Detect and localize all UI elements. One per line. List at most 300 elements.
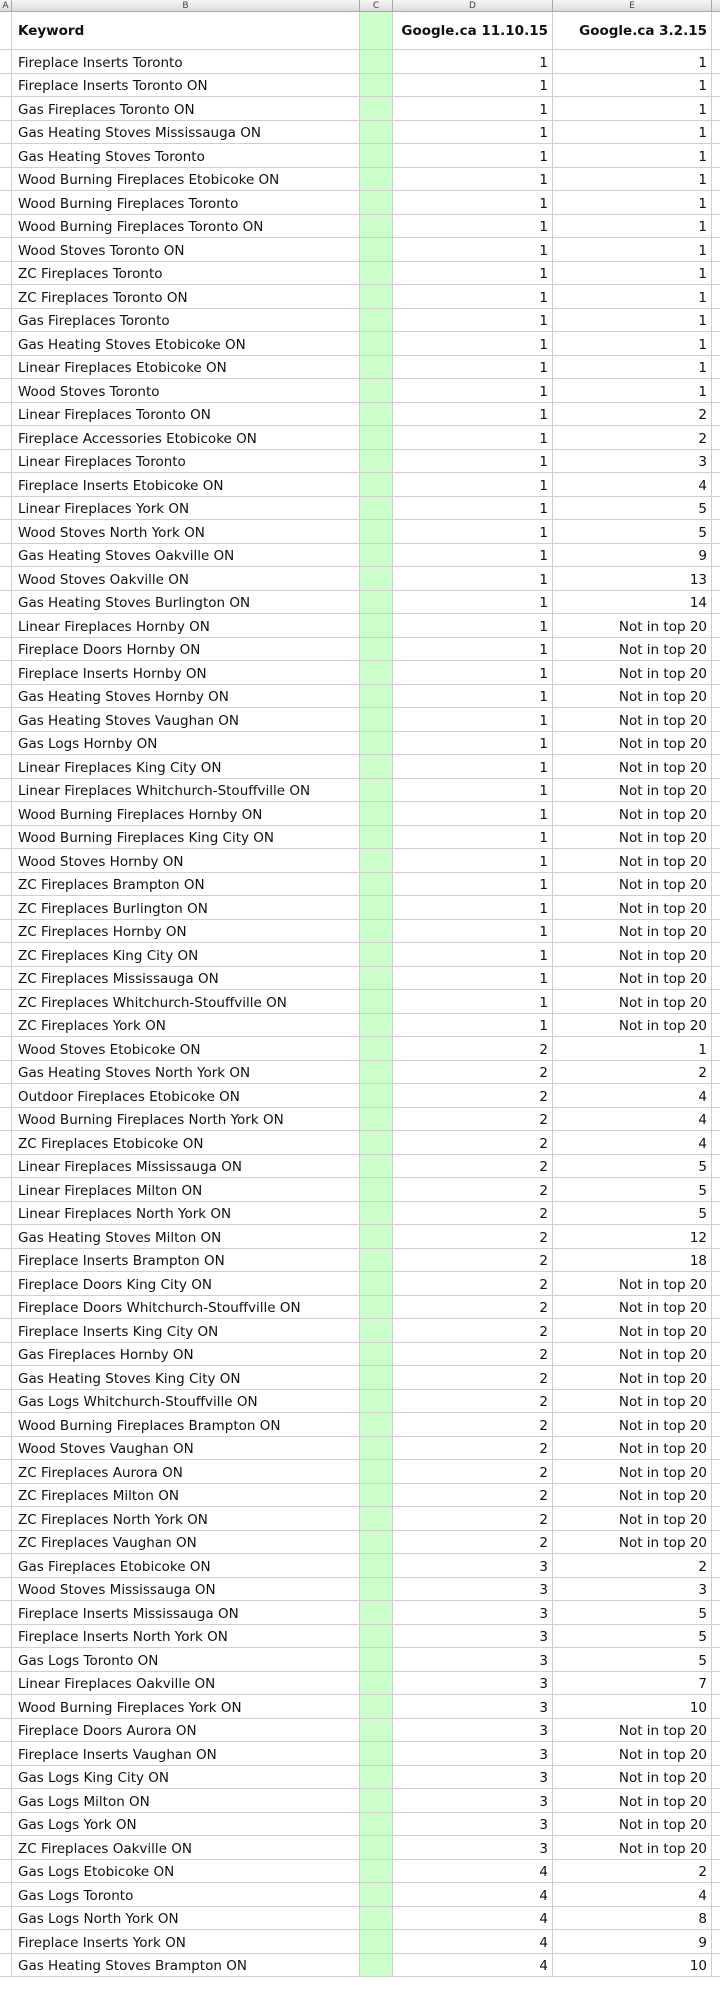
cell-f[interactable]	[712, 1413, 720, 1436]
google-ca-3-2-15-cell[interactable]: 9	[553, 1930, 712, 1953]
cell-f[interactable]	[712, 826, 720, 849]
keyword-cell[interactable]: Gas Logs King City ON	[12, 1766, 360, 1789]
cell-f[interactable]	[712, 1343, 720, 1366]
google-ca-11-10-15-header[interactable]: Google.ca 11.10.15	[393, 12, 553, 49]
keyword-cell[interactable]: Gas Logs North York ON	[12, 1907, 360, 1930]
cell-c[interactable]	[360, 896, 393, 919]
google-ca-11-10-15-cell[interactable]: 1	[393, 614, 553, 637]
keyword-cell[interactable]: Fireplace Accessories Etobicoke ON	[12, 426, 360, 449]
cell-c[interactable]	[360, 1836, 393, 1859]
google-ca-11-10-15-cell[interactable]: 1	[393, 591, 553, 614]
cell-a[interactable]	[0, 873, 12, 896]
cell-a[interactable]	[0, 1860, 12, 1883]
cell-a[interactable]	[0, 1507, 12, 1530]
cell-c[interactable]	[360, 779, 393, 802]
cell-c[interactable]	[360, 1437, 393, 1460]
google-ca-11-10-15-cell[interactable]: 1	[393, 215, 553, 238]
keyword-cell[interactable]: Fireplace Inserts Toronto	[12, 50, 360, 73]
cell-a[interactable]	[0, 1319, 12, 1342]
cell-f[interactable]	[712, 1484, 720, 1507]
google-ca-3-2-15-cell[interactable]: 1	[553, 121, 712, 144]
cell-a[interactable]	[0, 497, 12, 520]
google-ca-3-2-15-cell[interactable]: 4	[553, 1883, 712, 1906]
cell-f[interactable]	[712, 1531, 720, 1554]
google-ca-3-2-15-cell[interactable]: Not in top 20	[553, 1766, 712, 1789]
cell-a[interactable]	[0, 1789, 12, 1812]
keyword-cell[interactable]: Fireplace Inserts Vaughan ON	[12, 1742, 360, 1765]
keyword-cell[interactable]: ZC Fireplaces Mississauga ON	[12, 967, 360, 990]
google-ca-11-10-15-cell[interactable]: 1	[393, 990, 553, 1013]
google-ca-3-2-15-cell[interactable]: Not in top 20	[553, 896, 712, 919]
cell-a[interactable]	[0, 1648, 12, 1671]
cell-a[interactable]	[0, 1037, 12, 1060]
google-ca-3-2-15-cell[interactable]: Not in top 20	[553, 779, 712, 802]
google-ca-11-10-15-cell[interactable]: 2	[393, 1225, 553, 1248]
google-ca-3-2-15-cell[interactable]: Not in top 20	[553, 661, 712, 684]
google-ca-3-2-15-cell[interactable]: 10	[553, 1954, 712, 1977]
cell-a[interactable]	[0, 1343, 12, 1366]
keyword-cell[interactable]: Wood Burning Fireplaces King City ON	[12, 826, 360, 849]
cell-a[interactable]	[0, 1272, 12, 1295]
cell-f[interactable]	[712, 215, 720, 238]
google-ca-11-10-15-cell[interactable]: 3	[393, 1742, 553, 1765]
cell-f[interactable]	[712, 1272, 720, 1295]
cell-a[interactable]	[0, 309, 12, 332]
cell-a[interactable]	[0, 74, 12, 97]
google-ca-11-10-15-cell[interactable]: 1	[393, 567, 553, 590]
keyword-cell[interactable]: Wood Burning Fireplaces Toronto	[12, 191, 360, 214]
google-ca-11-10-15-cell[interactable]: 2	[393, 1343, 553, 1366]
cell-f[interactable]	[712, 121, 720, 144]
cell-a[interactable]	[0, 779, 12, 802]
google-ca-11-10-15-cell[interactable]: 2	[393, 1037, 553, 1060]
cell-c[interactable]	[360, 309, 393, 332]
cell-c[interactable]	[360, 1108, 393, 1131]
cell-c[interactable]	[360, 74, 393, 97]
cell-a[interactable]	[0, 262, 12, 285]
cell-c[interactable]	[360, 1319, 393, 1342]
keyword-cell[interactable]: ZC Fireplaces Oakville ON	[12, 1836, 360, 1859]
cell-a[interactable]	[0, 1578, 12, 1601]
google-ca-3-2-15-cell[interactable]: Not in top 20	[553, 708, 712, 731]
cell-c[interactable]	[360, 1578, 393, 1601]
keyword-cell[interactable]: Wood Stoves Etobicoke ON	[12, 1037, 360, 1060]
google-ca-3-2-15-cell[interactable]: 2	[553, 403, 712, 426]
google-ca-11-10-15-cell[interactable]: 1	[393, 943, 553, 966]
google-ca-3-2-15-cell[interactable]: 1	[553, 285, 712, 308]
cell-c[interactable]	[360, 403, 393, 426]
google-ca-11-10-15-cell[interactable]: 1	[393, 356, 553, 379]
cell-a[interactable]	[0, 967, 12, 990]
google-ca-3-2-15-cell[interactable]: 5	[553, 1178, 712, 1201]
cell-a[interactable]	[0, 1883, 12, 1906]
google-ca-3-2-15-cell[interactable]: Not in top 20	[553, 1319, 712, 1342]
google-ca-3-2-15-cell[interactable]: 5	[553, 497, 712, 520]
google-ca-3-2-15-cell[interactable]: 9	[553, 544, 712, 567]
keyword-cell[interactable]: ZC Fireplaces Brampton ON	[12, 873, 360, 896]
google-ca-11-10-15-cell[interactable]: 2	[393, 1296, 553, 1319]
cell-c[interactable]	[360, 238, 393, 261]
google-ca-11-10-15-cell[interactable]: 3	[393, 1672, 553, 1695]
cell-f[interactable]	[712, 732, 720, 755]
keyword-cell[interactable]: ZC Fireplaces Burlington ON	[12, 896, 360, 919]
google-ca-11-10-15-cell[interactable]: 1	[393, 544, 553, 567]
keyword-cell[interactable]: Wood Burning Fireplaces North York ON	[12, 1108, 360, 1131]
keyword-cell[interactable]: Gas Fireplaces Toronto ON	[12, 97, 360, 120]
cell-f[interactable]	[712, 1225, 720, 1248]
column-header-f[interactable]	[712, 0, 720, 12]
keyword-cell[interactable]: ZC Fireplaces York ON	[12, 1014, 360, 1037]
cell-a[interactable]	[0, 802, 12, 825]
cell-a[interactable]	[0, 591, 12, 614]
cell-c[interactable]	[360, 1601, 393, 1624]
google-ca-11-10-15-cell[interactable]: 1	[393, 121, 553, 144]
google-ca-3-2-15-cell[interactable]: Not in top 20	[553, 1742, 712, 1765]
google-ca-3-2-15-cell[interactable]: Not in top 20	[553, 685, 712, 708]
cell-a[interactable]	[0, 685, 12, 708]
google-ca-3-2-15-cell[interactable]: 2	[553, 426, 712, 449]
cell-f[interactable]	[712, 1813, 720, 1836]
cell-c[interactable]	[360, 121, 393, 144]
cell-f[interactable]	[712, 497, 720, 520]
cell-c[interactable]	[360, 1061, 393, 1084]
cell-f[interactable]	[712, 1014, 720, 1037]
cell-a[interactable]	[0, 1554, 12, 1577]
cell-f[interactable]	[712, 849, 720, 872]
cell-f[interactable]	[712, 943, 720, 966]
google-ca-3-2-15-cell[interactable]: 5	[553, 1202, 712, 1225]
cell-a[interactable]	[0, 379, 12, 402]
keyword-cell[interactable]: Linear Fireplaces Etobicoke ON	[12, 356, 360, 379]
google-ca-3-2-15-cell[interactable]: Not in top 20	[553, 755, 712, 778]
keyword-cell[interactable]: Gas Logs Whitchurch-Stouffville ON	[12, 1390, 360, 1413]
keyword-cell[interactable]: Linear Fireplaces Hornby ON	[12, 614, 360, 637]
google-ca-11-10-15-cell[interactable]: 1	[393, 379, 553, 402]
cell-a[interactable]	[0, 638, 12, 661]
cell-c[interactable]	[360, 1178, 393, 1201]
cell-a[interactable]	[0, 50, 12, 73]
cell-f[interactable]	[712, 591, 720, 614]
google-ca-3-2-15-cell[interactable]: 12	[553, 1225, 712, 1248]
keyword-cell[interactable]: ZC Fireplaces King City ON	[12, 943, 360, 966]
google-ca-3-2-15-cell[interactable]: Not in top 20	[553, 1437, 712, 1460]
google-ca-3-2-15-cell[interactable]: Not in top 20	[553, 1507, 712, 1530]
google-ca-3-2-15-cell[interactable]: 5	[553, 1625, 712, 1648]
google-ca-11-10-15-cell[interactable]: 1	[393, 1014, 553, 1037]
keyword-cell[interactable]: Linear Fireplaces King City ON	[12, 755, 360, 778]
google-ca-3-2-15-cell[interactable]: 1	[553, 50, 712, 73]
cell-c[interactable]	[360, 1343, 393, 1366]
cell-c[interactable]	[360, 215, 393, 238]
google-ca-3-2-15-cell[interactable]: 4	[553, 1131, 712, 1154]
keyword-cell[interactable]: Fireplace Inserts Mississauga ON	[12, 1601, 360, 1624]
cell-f[interactable]	[712, 144, 720, 167]
google-ca-11-10-15-cell[interactable]: 2	[393, 1131, 553, 1154]
google-ca-3-2-15-cell[interactable]: 1	[553, 215, 712, 238]
keyword-cell[interactable]: ZC Fireplaces Hornby ON	[12, 920, 360, 943]
google-ca-3-2-15-cell[interactable]: Not in top 20	[553, 1719, 712, 1742]
cell-c[interactable]	[360, 1413, 393, 1436]
google-ca-3-2-15-cell[interactable]: Not in top 20	[553, 1531, 712, 1554]
google-ca-3-2-15-cell[interactable]: 1	[553, 379, 712, 402]
cell-a[interactable]	[0, 1813, 12, 1836]
cell-c[interactable]	[360, 1789, 393, 1812]
cell-a[interactable]	[0, 614, 12, 637]
cell-a[interactable]	[0, 1413, 12, 1436]
google-ca-3-2-15-cell[interactable]: 1	[553, 262, 712, 285]
keyword-cell[interactable]: Wood Burning Fireplaces Toronto ON	[12, 215, 360, 238]
cell-c[interactable]	[360, 1507, 393, 1530]
keyword-cell[interactable]: Wood Burning Fireplaces Brampton ON	[12, 1413, 360, 1436]
google-ca-11-10-15-cell[interactable]: 1	[393, 967, 553, 990]
cell-c[interactable]	[360, 144, 393, 167]
keyword-cell[interactable]: Linear Fireplaces Whitchurch-Stouffville ON	[12, 779, 360, 802]
google-ca-11-10-15-cell[interactable]: 2	[393, 1061, 553, 1084]
google-ca-3-2-15-cell[interactable]: 5	[553, 520, 712, 543]
cell-a[interactable]	[0, 1437, 12, 1460]
keyword-cell[interactable]: Fireplace Inserts Brampton ON	[12, 1249, 360, 1272]
google-ca-11-10-15-cell[interactable]: 1	[393, 661, 553, 684]
google-ca-3-2-15-cell[interactable]: 10	[553, 1695, 712, 1718]
keyword-cell[interactable]: ZC Fireplaces North York ON	[12, 1507, 360, 1530]
google-ca-11-10-15-cell[interactable]: 2	[393, 1202, 553, 1225]
google-ca-11-10-15-cell[interactable]: 4	[393, 1954, 553, 1977]
cell-f[interactable]	[712, 1108, 720, 1131]
google-ca-3-2-15-cell[interactable]: 4	[553, 473, 712, 496]
google-ca-3-2-15-cell[interactable]: 1	[553, 74, 712, 97]
google-ca-11-10-15-cell[interactable]: 1	[393, 520, 553, 543]
google-ca-11-10-15-cell[interactable]: 1	[393, 191, 553, 214]
cell-c[interactable]	[360, 1954, 393, 1977]
google-ca-11-10-15-cell[interactable]: 2	[393, 1484, 553, 1507]
google-ca-3-2-15-cell[interactable]: Not in top 20	[553, 1390, 712, 1413]
keyword-cell[interactable]: ZC Fireplaces Whitchurch-Stouffville ON	[12, 990, 360, 1013]
keyword-cell[interactable]: ZC Fireplaces Vaughan ON	[12, 1531, 360, 1554]
cell-f[interactable]	[712, 285, 720, 308]
cell-a[interactable]	[0, 1202, 12, 1225]
cell-c[interactable]	[360, 1390, 393, 1413]
cell-a[interactable]	[0, 1084, 12, 1107]
cell-c[interactable]	[360, 708, 393, 731]
cell-c[interactable]	[360, 497, 393, 520]
keyword-header[interactable]: Keyword	[12, 12, 360, 49]
cell-f[interactable]	[712, 168, 720, 191]
google-ca-11-10-15-cell[interactable]: 2	[393, 1319, 553, 1342]
google-ca-3-2-15-cell[interactable]: 2	[553, 1061, 712, 1084]
google-ca-11-10-15-cell[interactable]: 1	[393, 920, 553, 943]
google-ca-11-10-15-cell[interactable]: 2	[393, 1460, 553, 1483]
cell-a[interactable]	[0, 544, 12, 567]
cell-c[interactable]	[360, 285, 393, 308]
keyword-cell[interactable]: Gas Logs York ON	[12, 1813, 360, 1836]
google-ca-3-2-15-cell[interactable]: 1	[553, 168, 712, 191]
cell-c[interactable]	[360, 1813, 393, 1836]
keyword-cell[interactable]: Linear Fireplaces Toronto	[12, 450, 360, 473]
cell-c[interactable]	[360, 191, 393, 214]
google-ca-11-10-15-cell[interactable]: 1	[393, 802, 553, 825]
google-ca-11-10-15-cell[interactable]: 1	[393, 332, 553, 355]
cell-f[interactable]	[712, 403, 720, 426]
cell-c[interactable]	[360, 50, 393, 73]
google-ca-11-10-15-cell[interactable]: 1	[393, 426, 553, 449]
keyword-cell[interactable]: Fireplace Doors Whitchurch-Stouffville ON	[12, 1296, 360, 1319]
cell-f[interactable]	[712, 1930, 720, 1953]
google-ca-11-10-15-cell[interactable]: 1	[393, 849, 553, 872]
cell-c[interactable]	[360, 473, 393, 496]
cell-c[interactable]	[360, 520, 393, 543]
keyword-cell[interactable]: Gas Heating Stoves Oakville ON	[12, 544, 360, 567]
google-ca-11-10-15-cell[interactable]: 1	[393, 473, 553, 496]
column-header-e[interactable]: E	[553, 0, 712, 12]
cell-a[interactable]	[0, 732, 12, 755]
keyword-cell[interactable]: Fireplace Doors King City ON	[12, 1272, 360, 1295]
cell-f[interactable]	[712, 1084, 720, 1107]
keyword-cell[interactable]: Linear Fireplaces Toronto ON	[12, 403, 360, 426]
cell-c[interactable]	[360, 873, 393, 896]
keyword-cell[interactable]: Gas Heating Stoves Brampton ON	[12, 1954, 360, 1977]
cell-f[interactable]	[712, 802, 720, 825]
cell-c[interactable]	[360, 1272, 393, 1295]
cell-a[interactable]	[0, 426, 12, 449]
cell-a[interactable]	[0, 238, 12, 261]
google-ca-11-10-15-cell[interactable]: 1	[393, 285, 553, 308]
cell-a[interactable]	[0, 943, 12, 966]
cell-a[interactable]	[0, 1766, 12, 1789]
cell-f[interactable]	[712, 50, 720, 73]
google-ca-3-2-15-cell[interactable]: Not in top 20	[553, 1836, 712, 1859]
keyword-cell[interactable]: Wood Stoves Toronto	[12, 379, 360, 402]
cell-f[interactable]	[712, 1554, 720, 1577]
cell-c[interactable]	[360, 168, 393, 191]
keyword-cell[interactable]: ZC Fireplaces Toronto ON	[12, 285, 360, 308]
google-ca-11-10-15-cell[interactable]: 1	[393, 708, 553, 731]
google-ca-3-2-15-cell[interactable]: Not in top 20	[553, 1014, 712, 1037]
cell-c[interactable]	[360, 1366, 393, 1389]
google-ca-3-2-15-cell[interactable]: 1	[553, 309, 712, 332]
google-ca-3-2-15-cell[interactable]: Not in top 20	[553, 990, 712, 1013]
keyword-cell[interactable]: Fireplace Inserts York ON	[12, 1930, 360, 1953]
keyword-cell[interactable]: Gas Logs Toronto	[12, 1883, 360, 1906]
google-ca-11-10-15-cell[interactable]: 2	[393, 1390, 553, 1413]
google-ca-11-10-15-cell[interactable]: 4	[393, 1907, 553, 1930]
google-ca-11-10-15-cell[interactable]: 3	[393, 1766, 553, 1789]
cell-c[interactable]	[360, 356, 393, 379]
cell-a[interactable]	[0, 1672, 12, 1695]
cell-f[interactable]	[712, 1296, 720, 1319]
cell-f[interactable]	[712, 1460, 720, 1483]
keyword-cell[interactable]: Linear Fireplaces Milton ON	[12, 1178, 360, 1201]
column-header-a[interactable]: A	[0, 0, 12, 12]
google-ca-3-2-15-cell[interactable]: 2	[553, 1554, 712, 1577]
cell-a[interactable]	[0, 191, 12, 214]
cell-a[interactable]	[0, 920, 12, 943]
cell-c[interactable]	[360, 379, 393, 402]
google-ca-11-10-15-cell[interactable]: 1	[393, 74, 553, 97]
cell-a[interactable]	[0, 450, 12, 473]
cell-a[interactable]	[0, 285, 12, 308]
keyword-cell[interactable]: Fireplace Inserts Hornby ON	[12, 661, 360, 684]
google-ca-3-2-15-cell[interactable]: Not in top 20	[553, 1789, 712, 1812]
google-ca-3-2-15-cell[interactable]: 7	[553, 1672, 712, 1695]
keyword-cell[interactable]: ZC Fireplaces Aurora ON	[12, 1460, 360, 1483]
cell-a[interactable]	[0, 356, 12, 379]
cell-f[interactable]	[712, 567, 720, 590]
cell-a[interactable]	[0, 1390, 12, 1413]
google-ca-3-2-15-cell[interactable]: Not in top 20	[553, 826, 712, 849]
cell-f[interactable]	[712, 1390, 720, 1413]
cell-c[interactable]	[360, 1037, 393, 1060]
google-ca-3-2-15-cell[interactable]: 18	[553, 1249, 712, 1272]
google-ca-11-10-15-cell[interactable]: 2	[393, 1272, 553, 1295]
cell-f[interactable]	[712, 1507, 720, 1530]
cell-f[interactable]	[712, 708, 720, 731]
column-header-c[interactable]: C	[360, 0, 393, 12]
keyword-cell[interactable]: Gas Heating Stoves Milton ON	[12, 1225, 360, 1248]
google-ca-3-2-15-cell[interactable]: 4	[553, 1084, 712, 1107]
cell-f[interactable]	[712, 426, 720, 449]
keyword-cell[interactable]: Wood Stoves North York ON	[12, 520, 360, 543]
cell-f[interactable]	[712, 1578, 720, 1601]
google-ca-3-2-15-cell[interactable]: 1	[553, 238, 712, 261]
cell-f[interactable]	[712, 1719, 720, 1742]
google-ca-11-10-15-cell[interactable]: 3	[393, 1625, 553, 1648]
cell-a-header[interactable]	[0, 12, 12, 49]
google-ca-11-10-15-cell[interactable]: 2	[393, 1249, 553, 1272]
cell-f[interactable]	[712, 1178, 720, 1201]
google-ca-3-2-15-cell[interactable]: Not in top 20	[553, 1272, 712, 1295]
keyword-cell[interactable]: Gas Logs Milton ON	[12, 1789, 360, 1812]
cell-c[interactable]	[360, 1531, 393, 1554]
google-ca-11-10-15-cell[interactable]: 2	[393, 1178, 553, 1201]
cell-f[interactable]	[712, 1625, 720, 1648]
google-ca-3-2-15-cell[interactable]: 1	[553, 332, 712, 355]
google-ca-11-10-15-cell[interactable]: 2	[393, 1507, 553, 1530]
cell-a[interactable]	[0, 1719, 12, 1742]
cell-f[interactable]	[712, 1601, 720, 1624]
google-ca-11-10-15-cell[interactable]: 2	[393, 1531, 553, 1554]
cell-a[interactable]	[0, 1225, 12, 1248]
keyword-cell[interactable]: Wood Burning Fireplaces York ON	[12, 1695, 360, 1718]
column-header-d[interactable]: D	[393, 0, 553, 12]
cell-f[interactable]	[712, 1860, 720, 1883]
cell-c[interactable]	[360, 262, 393, 285]
cell-f[interactable]	[712, 1155, 720, 1178]
cell-a[interactable]	[0, 567, 12, 590]
keyword-cell[interactable]: Gas Fireplaces Toronto	[12, 309, 360, 332]
keyword-cell[interactable]: Gas Heating Stoves Burlington ON	[12, 591, 360, 614]
cell-f[interactable]	[712, 450, 720, 473]
keyword-cell[interactable]: Gas Heating Stoves Hornby ON	[12, 685, 360, 708]
cell-a[interactable]	[0, 661, 12, 684]
keyword-cell[interactable]: Fireplace Doors Aurora ON	[12, 1719, 360, 1742]
cell-c[interactable]	[360, 1883, 393, 1906]
cell-c[interactable]	[360, 332, 393, 355]
cell-a[interactable]	[0, 990, 12, 1013]
cell-f[interactable]	[712, 990, 720, 1013]
google-ca-11-10-15-cell[interactable]: 1	[393, 873, 553, 896]
cell-c[interactable]	[360, 1907, 393, 1930]
keyword-cell[interactable]: Gas Heating Stoves Toronto	[12, 144, 360, 167]
cell-f[interactable]	[712, 638, 720, 661]
cell-a[interactable]	[0, 755, 12, 778]
google-ca-3-2-15-cell[interactable]: 5	[553, 1648, 712, 1671]
cell-a[interactable]	[0, 97, 12, 120]
keyword-cell[interactable]: Gas Fireplaces Hornby ON	[12, 1343, 360, 1366]
keyword-cell[interactable]: Linear Fireplaces Mississauga ON	[12, 1155, 360, 1178]
cell-c[interactable]	[360, 426, 393, 449]
cell-c-header[interactable]	[360, 12, 393, 49]
keyword-cell[interactable]: Linear Fireplaces Oakville ON	[12, 1672, 360, 1695]
